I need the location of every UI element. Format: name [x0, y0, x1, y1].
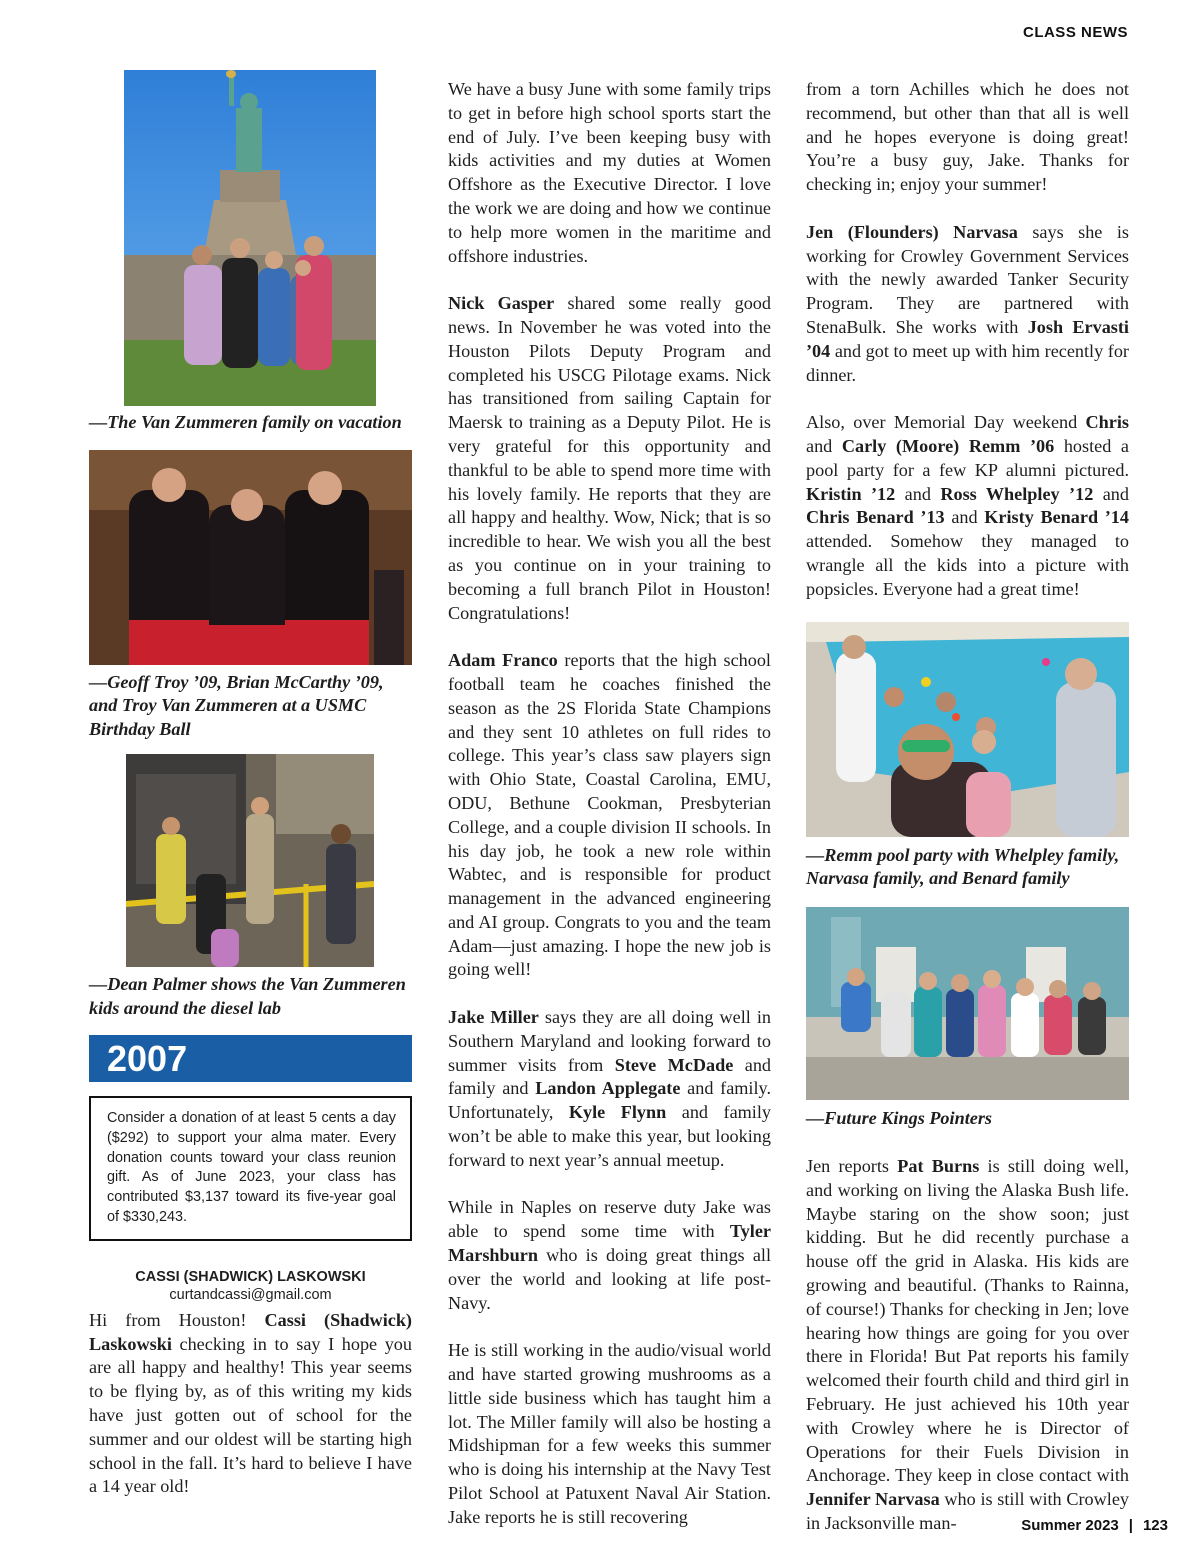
footer-separator: |: [1128, 1517, 1133, 1534]
class-year-heading: 2007: [89, 1035, 412, 1082]
photo-usmc-ball: [89, 450, 412, 665]
paragraph-pat-burns: Jen reports Pat Burns is still doing well, and working on living the Alaska Bush life. Maybe staring on the show soon; just kidding. But he did recently purchase a house off the grid in Alaska. His kids are growing and beautiful. (Thanks to Rainna, of course!) Thanks for checking in Jen; love hearing how things are going for you over there in Florida! But Pat reports his family welcomed their fourth child and third girl in February. He just achieved his 10th year with Crowley where he is Director of Operations for their Fuels Division in Anchorage. They keep in close contact with Jennifer Narvasa who is still with Crowley in Jacksonville man-: [806, 1156, 1129, 1533]
column-middle: [448, 78, 771, 1530]
correspondent-name: CASSI (SHADWICK) LASKOWSKI: [135, 1268, 366, 1285]
photo-caption-kids: —Future Kings Pointers: [806, 1107, 992, 1128]
issue-label: Summer 2023: [1021, 1517, 1119, 1534]
photo-statue-of-liberty: [124, 70, 376, 406]
column-left: [89, 70, 412, 1499]
page-number: 123: [1142, 1517, 1168, 1534]
paragraph-jake-miller: Jake Miller says they are all doing well in Southern Maryland and looking forward to summer visits from Steve McDade and family and Landon Applegate and family. Unfortunately, Kyle Flynn and family won’t be able to make this year, but looking forward to next year’s annual meetup.: [448, 1007, 772, 1170]
page-footer: [1021, 1517, 1168, 1534]
paragraph-memorial-day: Also, over Memorial Day weekend Chris and Carly (Moore) Remm ’06 hosted a pool party for a few KP alumni pictured. Kristin ’12 and Ross Whelpley ’12 and Chris Benard ’13 and Kristy Benard ’14 attended. Somehow they managed to wrangle all the kids into a picture with popsicles. Everyone had a great time!: [806, 412, 1129, 599]
photo-caption-lab: —Dean Palmer shows the Van Zummeren kids around the diesel lab: [89, 974, 406, 1018]
section-header: CLASS NEWS: [1022, 24, 1128, 41]
paragraph-naples: While in Naples on reserve duty Jake was able to spend some time with Tyler Marshburn who is doing great things all over the world and looking at life post-Navy.: [448, 1197, 771, 1313]
paragraph-audio-visual: He is still working in the audio/visual world and have started growing mushrooms as a little side business which has taught him a lot. The Miller family will also be hosting a Midshipman for a few weeks this summer who is doing his internship at the Navy Test Pilot School at Patuxent Naval Air Station. Jake reports he is still recovering: [448, 1340, 771, 1527]
photo-pool-party: [806, 622, 1129, 837]
paragraph-achilles: from a torn Achilles which he does not recommend, but other than that all is well and he hopes everyone is doing great! You’re a busy guy, Jake. Thanks for checking in; enjoy your summer!: [806, 79, 1129, 195]
photo-caption-usmc: —Geoff Troy ’09, Brian McCarthy ’09, and Troy Van Zummeren at a USMC Birthday Ball: [89, 671, 384, 739]
paragraph-intro: Hi from Houston! Cassi (Shadwick) Laskowski checking in to say I hope you are all happy and healthy! This year seems to be flying by, as of this writing my kids have just gotten out of school for the summer and our oldest will be starting high school in the fall. It’s hard to believe I have a 14 year old!: [89, 1309, 412, 1497]
photo-future-kings-pointers: [806, 907, 1129, 1100]
correspondent-email[interactable]: curtandcassi@gmail.com: [169, 1286, 332, 1303]
paragraph-jen-narvasa: Jen (Flounders) Narvasa says she is working for Crowley Government Services with the newly awarded Tanker Security Program. They are partnered with StenaBulk. She works with Josh Ervasti ’04 and got to meet up with him recently for dinner.: [806, 221, 1129, 385]
photo-caption-statue: —The Van Zummeren family on vacation: [89, 412, 402, 432]
donation-box: Consider a donation of at least 5 cents a day ($292) to support your alma mater. Every donation counts toward your class reunion gift. As of June 2023, your class has contributed $3,137 toward its five-year goal of $330,243.: [89, 1096, 412, 1241]
photo-caption-pool: —Remm pool party with Whelpley family, Narvasa family, and Benard family: [806, 844, 1120, 889]
paragraph-june: We have a busy June with some family trips to get in before high school sports start the end of July. I’ve been keeping busy with kids activities and my duties at Women Offshore as the Executive Director. I love the work we are doing and how we continue to help more women in the maritime and offshore industries.: [448, 79, 771, 266]
column-right: [806, 78, 1129, 1536]
paragraph-nick-gasper: Nick Gasper shared some really good news. In November he was voted into the Houston Pilots Deputy Program and completed his USCG Pilotage exams. Nick has transitioned from sailing Captain for Maersk to training as a Deputy Pilot. He is very grateful for this opportunity and thankful to be able to spend more time with his lovely family. He reports that they are all happy and healthy. Wow, Nick; that is so incredible to hear. We wish you all the best as you continue on in your training to becoming a full branch Pilot in Houston! Congratulations!: [448, 293, 771, 623]
photo-diesel-lab: [126, 754, 374, 967]
paragraph-adam-franco: Adam Franco reports that the high school football team he coaches finished the season as the 2S Florida State Champions and they sent 10 athletes on full rides to college. This year’s class saw players sign with Ohio State, Coastal Carolina, EMU, ODU, Bethune Cookman, Presbyterian College, and a couple division II schools. In his day job, he took a new role within Wabtec, and is responsible for product management in the advanced engineering and AI group. Congrats to you and the team Adam—just amazing. I hope the new job is going well!: [448, 650, 771, 980]
